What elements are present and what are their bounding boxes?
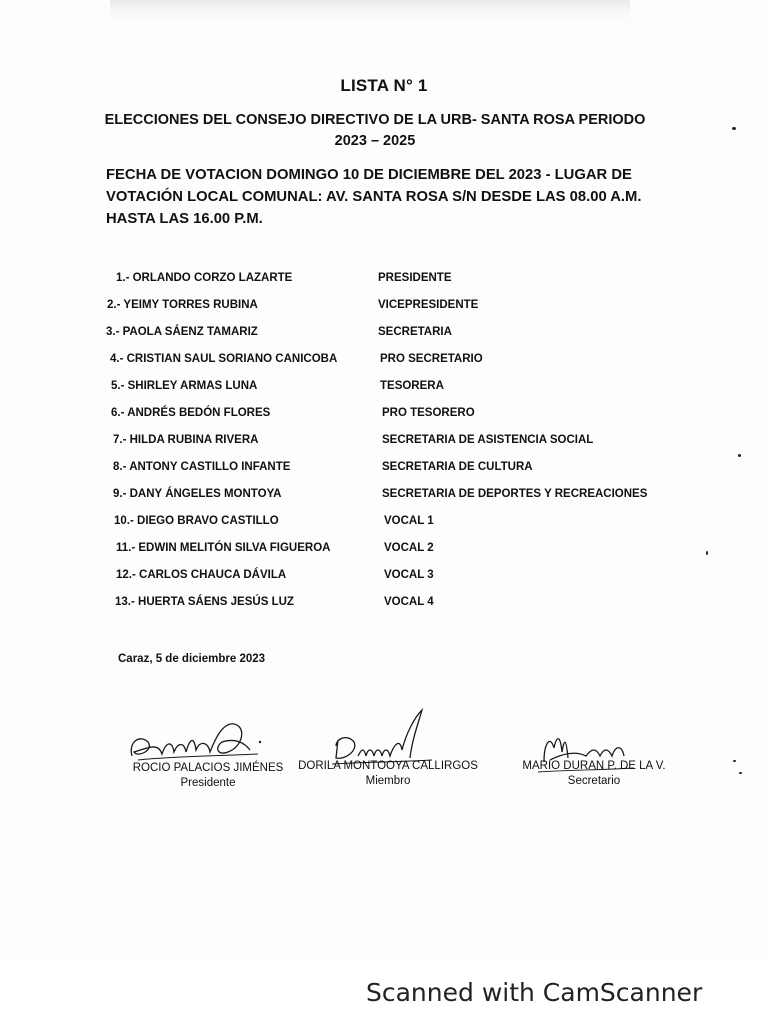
- scan-speck: [739, 772, 742, 774]
- member-name: 1.- ORLANDO CORZO LAZARTE: [116, 272, 293, 284]
- scan-speck: [706, 551, 708, 555]
- member-row: [0, 542, 768, 562]
- subtitle-line-2: 2023 – 2025: [334, 133, 416, 149]
- member-row: [0, 380, 768, 400]
- signature-dorila: [328, 704, 438, 768]
- signatory-name: MARIO DURAN P. DE LA V.: [522, 760, 666, 772]
- member-role: SECRETARIA: [378, 326, 452, 338]
- signatory-role: Presidente: [180, 777, 236, 789]
- member-role: VOCAL 4: [384, 596, 434, 608]
- member-row: [0, 569, 768, 589]
- member-role: VOCAL 1: [384, 515, 434, 527]
- election-subtitle: [100, 110, 650, 152]
- member-row: [0, 299, 768, 319]
- subtitle-line-1: ELECCIONES DEL CONSEJO DIRECTIVO DE LA URB- SANTA ROSA PERIODO: [104, 112, 646, 128]
- member-row: [0, 434, 768, 454]
- member-role: VOCAL 3: [384, 569, 434, 581]
- signatory-name: ROCIO PALACIOS JIMÉNES: [132, 762, 284, 774]
- member-row: [0, 353, 768, 373]
- member-name: 13.- HUERTA SÁENS JESÚS LUZ: [115, 596, 294, 608]
- scan-speck: [733, 760, 736, 762]
- member-name: 12.- CARLOS CHAUCA DÁVILA: [116, 569, 287, 581]
- member-role: PRO SECRETARIO: [380, 353, 483, 365]
- member-row: [0, 596, 768, 616]
- member-role: VOCAL 2: [384, 542, 434, 554]
- signatory-member: [288, 760, 488, 787]
- member-row: [0, 407, 768, 427]
- signatory-role: Miembro: [365, 775, 411, 787]
- member-name: 3.- PAOLA SÁENZ TAMARIZ: [106, 326, 258, 338]
- scan-speck: [738, 454, 741, 457]
- place-date: Caraz, 5 de diciembre 2023: [118, 653, 266, 665]
- member-name: 2.- YEIMY TORRES RUBINA: [107, 299, 258, 311]
- signature-rocio: [118, 712, 268, 768]
- signatory-role: Secretario: [567, 775, 621, 787]
- member-name: 6.- ANDRÉS BEDÓN FLORES: [111, 407, 271, 419]
- member-name: 8.- ANTONY CASTILLO INFANTE: [113, 461, 291, 473]
- member-role: VICEPRESIDENTE: [378, 299, 479, 311]
- voting-notice: FECHA DE VOTACION DOMINGO 10 DE DICIEMBRE DEL 2023 - LUGAR DE VOTACIÓN LOCAL COMUNAL: AV. SANTA ROSA S/N DESDE LAS 08.00 A.M. HASTA LAS 16.00 P.M.: [106, 167, 642, 227]
- member-name: 11.- EDWIN MELITÓN SILVA FIGUEROA: [116, 542, 331, 554]
- document-title: LISTA N° 1: [340, 76, 428, 95]
- member-role: SECRETARIA DE CULTURA: [382, 461, 533, 473]
- member-name: 7.- HILDA RUBINA RIVERA: [113, 434, 259, 446]
- member-role: SECRETARIA DE DEPORTES Y RECREACIONES: [382, 488, 648, 500]
- member-row: [0, 488, 768, 508]
- member-name: 9.- DANY ÁNGELES MONTOYA: [113, 488, 282, 500]
- member-role: TESORERA: [380, 380, 444, 392]
- member-name: 5.- SHIRLEY ARMAS LUNA: [111, 380, 258, 392]
- member-row: [0, 461, 768, 481]
- member-name: 4.- CRISTIAN SAUL SORIANO CANICOBA: [110, 353, 338, 365]
- member-row: [0, 272, 768, 292]
- scan-edge-shadow: [110, 0, 630, 22]
- member-row: [0, 515, 768, 535]
- signatory-president: [108, 762, 308, 789]
- member-role: PRESIDENTE: [378, 272, 452, 284]
- member-name: 10.- DIEGO BRAVO CASTILLO: [114, 515, 279, 527]
- member-role: SECRETARIA DE ASISTENCIA SOCIAL: [382, 434, 594, 446]
- camscanner-watermark: Scanned with CamScanner: [366, 978, 703, 1007]
- member-role: PRO TESORERO: [382, 407, 475, 419]
- member-row: [0, 326, 768, 346]
- scan-speck: [732, 127, 736, 130]
- signatory-name: DORILA MONTOOYA CALLIRGOS: [298, 760, 478, 772]
- signatory-secretary: [494, 760, 694, 787]
